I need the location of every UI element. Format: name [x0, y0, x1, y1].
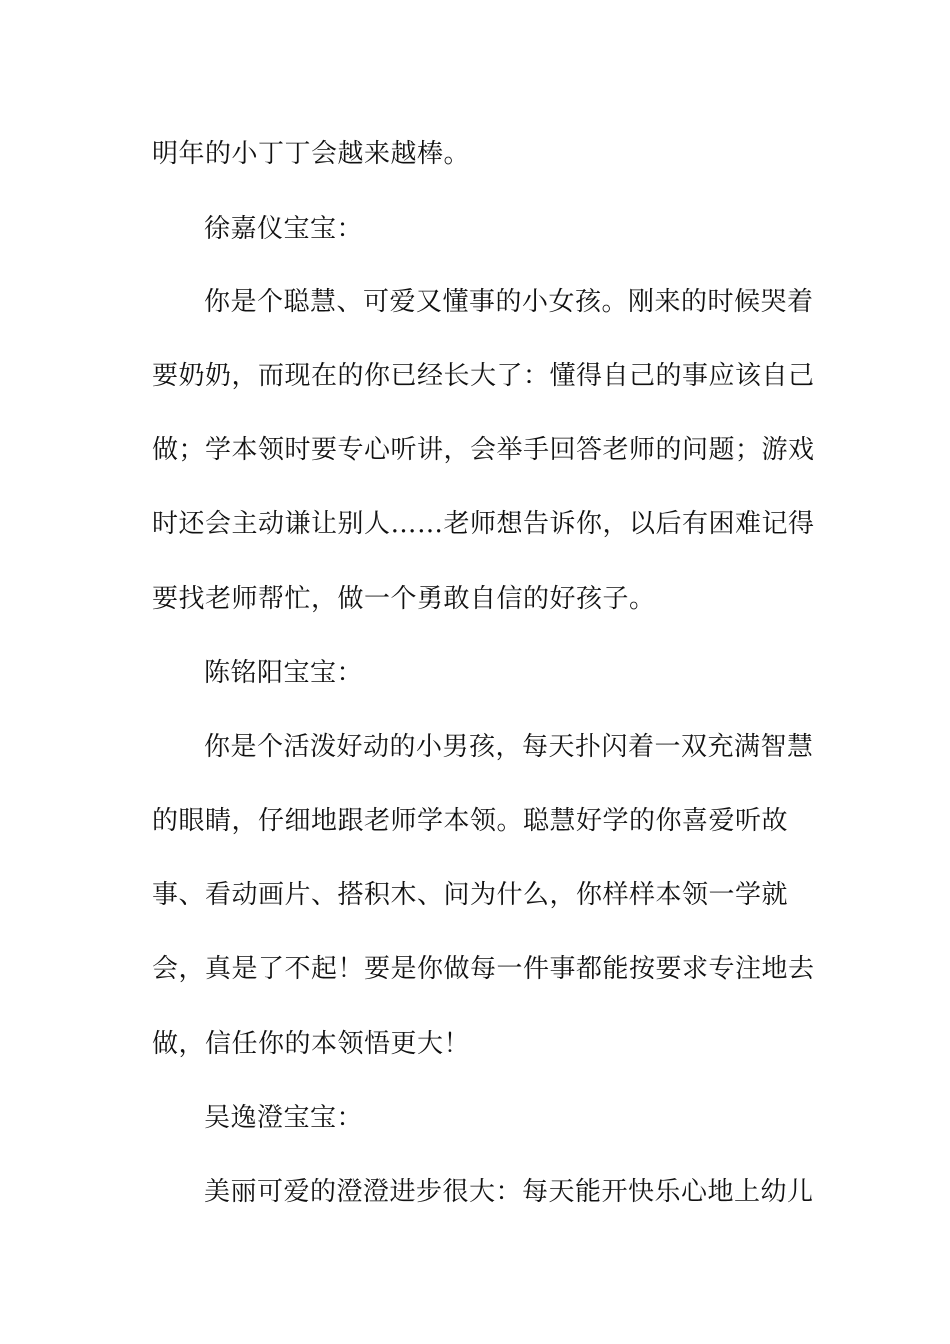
child-name-heading: 徐嘉仪宝宝： — [204, 214, 364, 244]
text-line-3: 你是个聪慧、可爱又懂事的小女孩。刚来的时候哭着 — [204, 287, 814, 317]
text-line-4: 要奶奶，而现在的你已经长大了：懂得自己的事应该自己 — [152, 361, 815, 391]
child-name-heading: 吴逸澄宝宝： — [204, 1103, 364, 1133]
text-line-9: 你是个活泼好动的小男孩，每天扑闪着一双充满智慧 — [204, 732, 814, 762]
text-line-12: 会，真是了不起！要是你做每一件事都能按要求专注地去 — [152, 954, 815, 984]
text-line-15: 美丽可爱的澄澄进步很大：每天能开快乐心地上幼儿 — [204, 1177, 814, 1207]
text-line-11: 事、看动画片、搭积木、问为什么，你样样本领一学就 — [152, 880, 789, 910]
text-line-13: 做，信任你的本领悟更大！ — [152, 1029, 471, 1059]
text-line-5: 做；学本领时要专心听讲，会举手回答老师的问题；游戏 — [152, 435, 815, 465]
text-line-6: 时还会主动谦让别人……老师想告诉你，以后有困难记得 — [152, 509, 815, 539]
child-name-heading: 陈铭阳宝宝： — [204, 658, 364, 688]
text-line-10: 的眼睛，仔细地跟老师学本领。聪慧好学的你喜爱听故 — [152, 806, 789, 836]
text-line-7: 要找老师帮忙，做一个勇敢自信的好孩子。 — [152, 584, 656, 614]
text-line-1: 明年的小丁丁会越来越棒。 — [152, 139, 471, 169]
